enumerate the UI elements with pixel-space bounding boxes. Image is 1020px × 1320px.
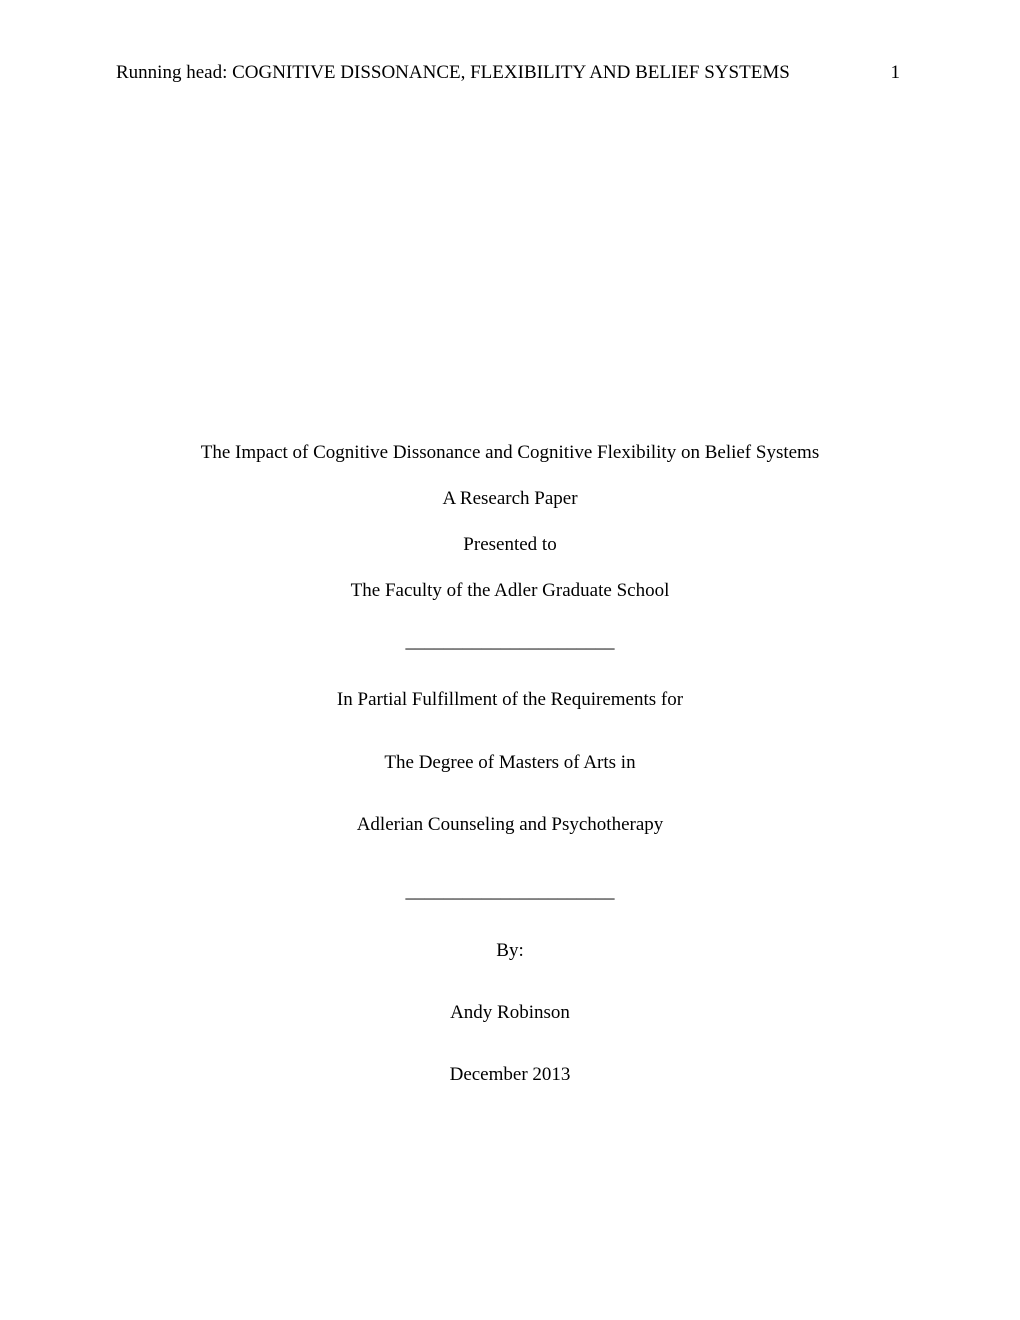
paper-type: A Research Paper	[442, 488, 578, 509]
fulfillment-statement: In Partial Fulfillment of the Requirements for	[336, 689, 684, 710]
page-number: 1	[890, 62, 900, 83]
author: Andy Robinson	[450, 1002, 570, 1023]
degree: The Degree of Masters of Arts in	[384, 752, 636, 773]
separator-line-1: ______________________	[405, 631, 615, 652]
running-head-text: Running head: COGNITIVE DISSONANCE, FLEXIBILITY AND BELIEF SYSTEMS	[116, 62, 790, 83]
running-head	[116, 60, 900, 86]
paper-title: The Impact of Cognitive Dissonance and Cognitive Flexibility on Belief Systems	[200, 442, 820, 463]
date: December 2013	[449, 1064, 571, 1085]
program: Adlerian Counseling and Psychotherapy	[356, 814, 664, 835]
by-label: By:	[496, 940, 524, 961]
separator-line-2: ______________________	[405, 881, 615, 902]
faculty: The Faculty of the Adler Graduate School	[350, 580, 670, 601]
presented-to: Presented to	[463, 534, 557, 555]
